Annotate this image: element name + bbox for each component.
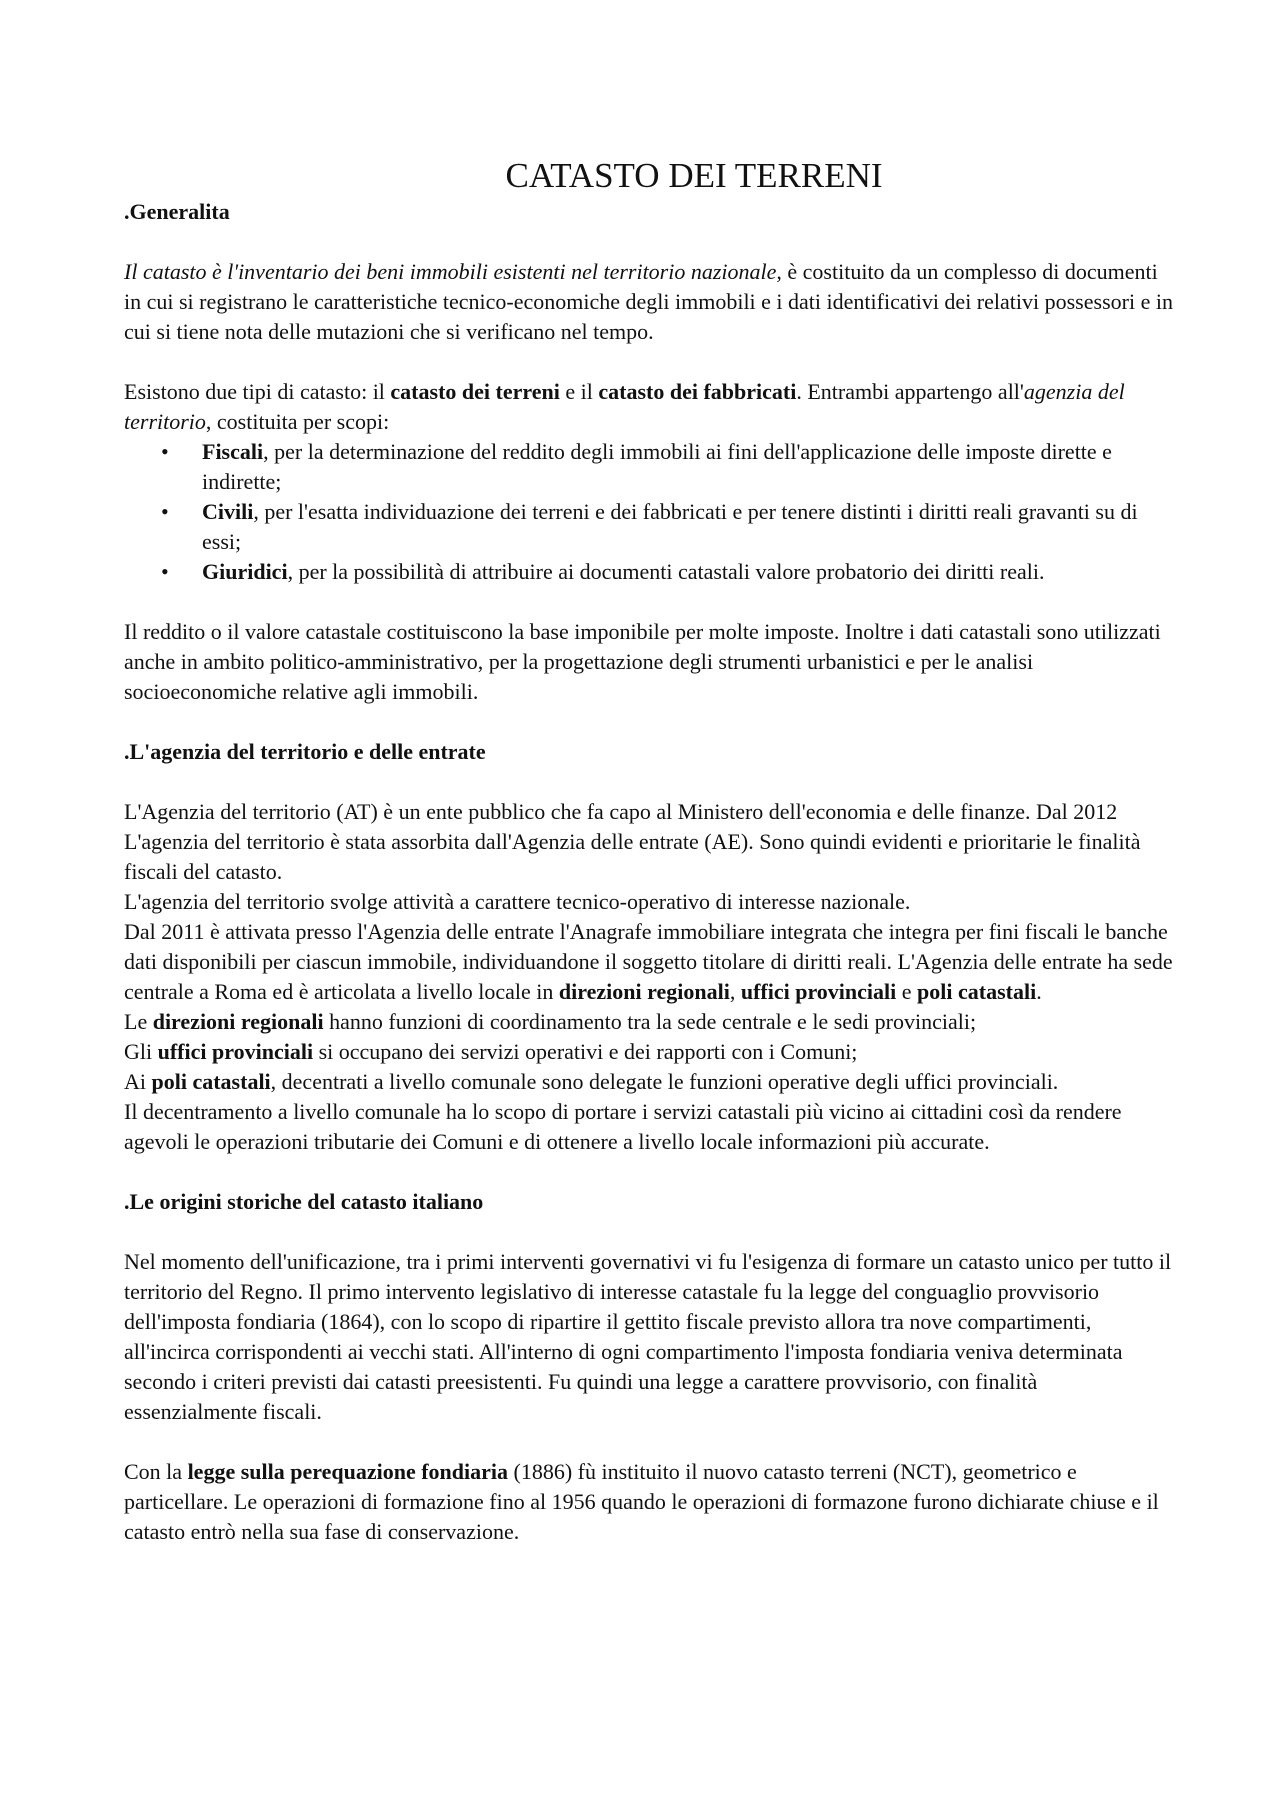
document-title: CATASTO DEI TERRENI [505, 156, 883, 195]
bullet-icon: • [161, 499, 169, 524]
paragraph-reddito: Il reddito o il valore catastale costituiscono la base imponibile per molte imposte. Inoltre i dati catastali sono utilizzati anche in ambito politico-amministrativo, per la progettazione degli strumenti urbanistici e per le analisi socioeconomiche relative agli immobili. [124, 619, 1161, 704]
paragraph-tipi-catasto: Esistono due tipi di catasto: il catasto dei terreni e il catasto dei fabbricati. Entrambi appartengo all'agenzia del territorio, costituita per scopi: [124, 379, 1125, 434]
scopi-list [124, 437, 1174, 587]
paragraph-unificazione: Nel momento dell'unificazione, tra i primi interventi governativi vi fu l'esigenza di formare un catasto unico per tutto il territorio del Regno. Il primo intervento legislativo di interesse catastale fu la legge del conguaglio provvisorio dell'imposta fondiaria (1864), con lo scopo di ripartire il gettito fiscale previsto allora tra nove compartimenti, all'incirca corrispondenti ai vecchi stati. All'interno di ogni compartimento l'imposta fondiaria veniva determinata secondo i criteri previsti dai catasti preesistenti. Fu quindi una legge a carattere provvisorio, con finalità essenzialmente fiscali. [124, 1249, 1172, 1424]
paragraph-poli: Ai poli catastali, decentrati a livello comunale sono delegate le funzioni operative degli uffici provinciali. [124, 1069, 1059, 1094]
list-item: • Civili, per l'esatta individuazione dei terreni e dei fabbricati e per tenere distinti i diritti reali gravanti su di essi; [161, 499, 1138, 554]
section-heading-origini: .Le origini storiche del catasto italiano [124, 1189, 484, 1214]
paragraph-uffici: Gli uffici provinciali si occupano dei servizi operativi e dei rapporti con i Comuni; [124, 1039, 858, 1064]
bullet-icon: • [161, 439, 169, 464]
paragraph-direzioni: Le direzioni regionali hanno funzioni di coordinamento tra la sede centrale e le sedi provinciali; [124, 1009, 977, 1034]
section-heading-generalita: .Generalita [124, 199, 230, 224]
paragraph-anagrafe: Dal 2011 è attivata presso l'Agenzia delle entrate l'Anagrafe immobiliare integrata che integra per fini fiscali le banche dati disponibili per ciascun immobile, individuandone il soggetto titolare di diritti reali. L'Agenzia delle entrate ha sede centrale a Roma ed è articolata a livello locale in direzioni regionali, uffici provinciali e poli catastali. [124, 919, 1173, 1004]
paragraph-agenzia-attivita: L'agenzia del territorio svolge attività a carattere tecnico-operativo di interesse nazionale. [124, 889, 911, 914]
list-item: • Fiscali, per la determinazione del reddito degli immobili ai fini dell'applicazione delle imposte dirette e indirette; [161, 439, 1112, 494]
paragraph-agenzia-intro: L'Agenzia del territorio (AT) è un ente pubblico che fa capo al Ministero dell'economia e delle finanze. Dal 2012 L'agenzia del territorio è stata assorbita dall'Agenzia delle entrate (AE). Sono quindi evidenti e prioritarie le finalità fiscali del catasto. [124, 799, 1141, 884]
section-heading-agenzia: .L'agenzia del territorio e delle entrate [124, 739, 486, 764]
list-item: • Giuridici, per la possibilità di attribuire ai documenti catastali valore probatorio dei diritti reali. [202, 557, 1174, 587]
paragraph-decentramento: Il decentramento a livello comunale ha lo scopo di portare i servizi catastali più vicino ai cittadini così da rendere agevoli le operazioni tributarie dei Comuni e di ottenere a livello locale informazioni più accurate. [124, 1099, 1122, 1154]
document-page [124, 155, 1174, 1547]
bullet-icon: • [161, 559, 169, 584]
paragraph-definition: Il catasto è l'inventario dei beni immobili esistenti nel territorio nazionale, è costituito da un complesso di documenti in cui si registrano le caratteristiche tecnico-economiche degli immobili e i dati identificativi dei relativi possessori e in cui si tiene nota delle mutazioni che si verificano nel tempo. [124, 259, 1173, 344]
paragraph-perequazione: Con la legge sulla perequazione fondiaria (1886) fù instituito il nuovo catasto terreni (NCT), geometrico e particellare. Le operazioni di formazione fino al 1956 quando le operazioni di formazone furono dichiarate chiuse e il catasto entrò nella sua fase di conservazione. [124, 1459, 1159, 1544]
